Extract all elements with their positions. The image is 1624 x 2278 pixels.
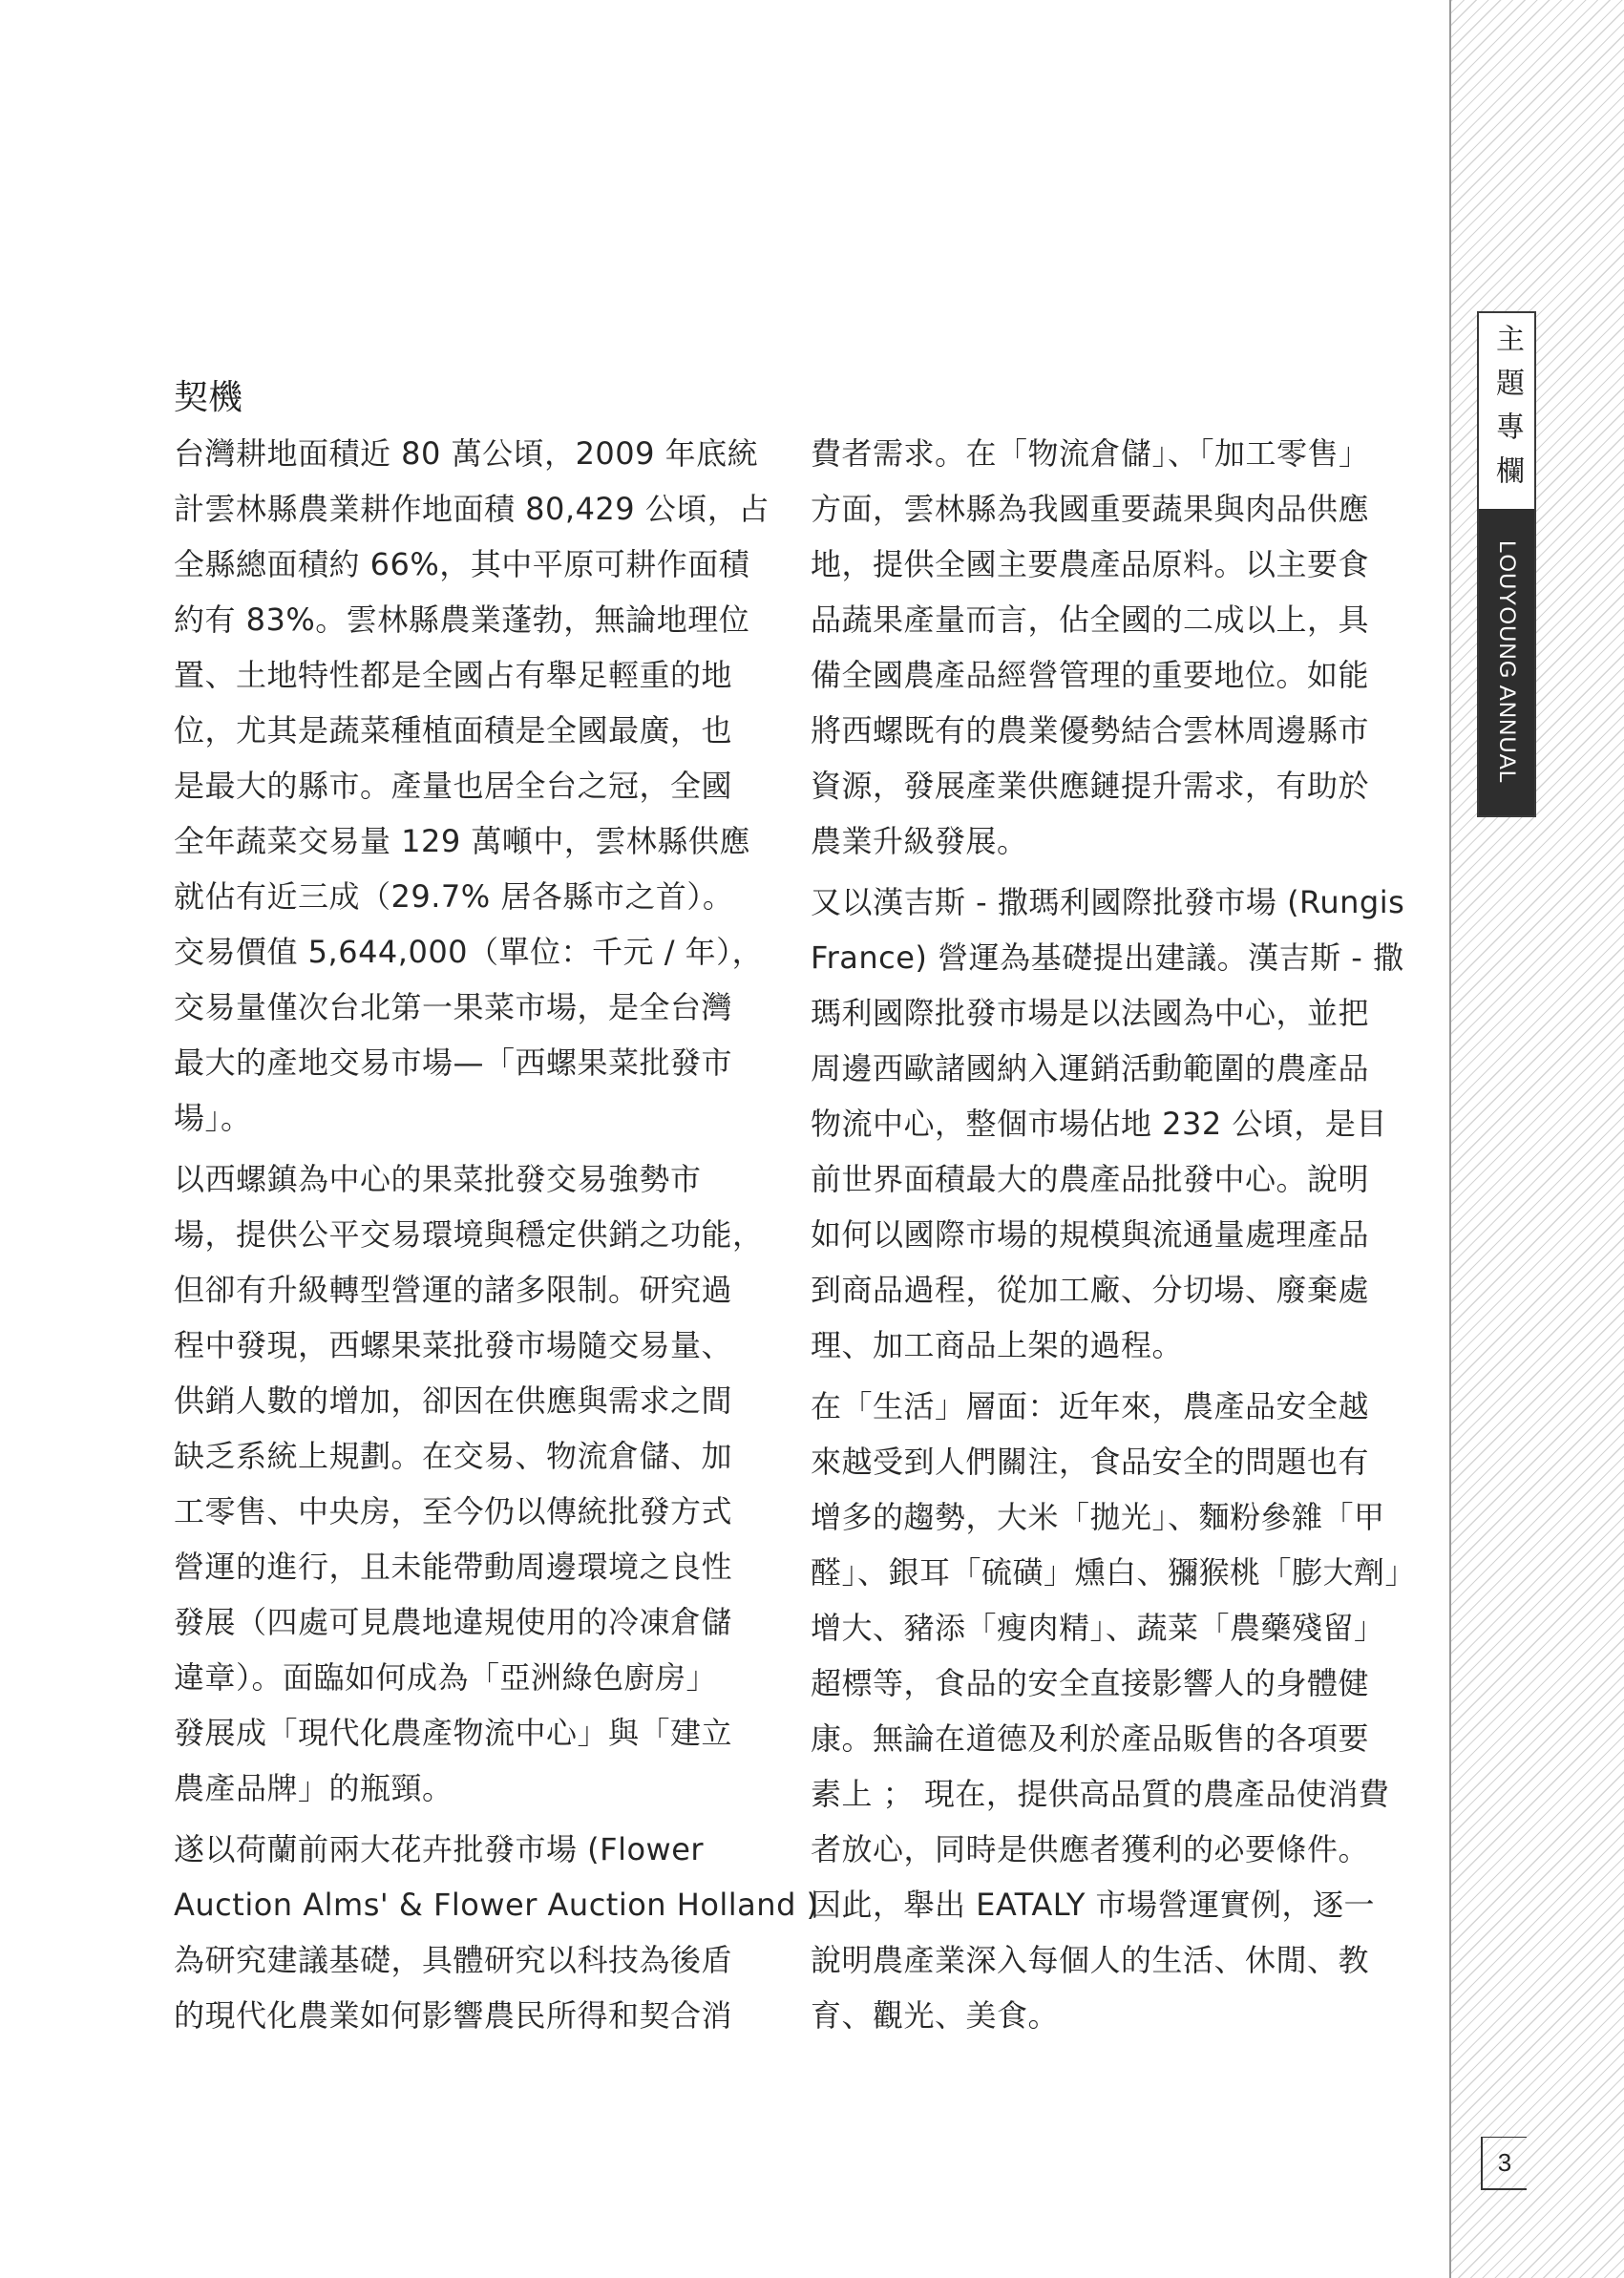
text-line: 發展成「現代化農產物流中心」與「建立 [174,1715,733,1751]
text-line: 全年蔬菜交易量 129 萬噸中，雲林縣供應 [174,823,750,859]
text-line: 遂以荷蘭前兩大花卉批發市場 (Flower [174,1831,705,1867]
text-line: 醛」、銀耳「硫磺」燻白、獼猴桃「膨大劑」 [811,1554,1417,1591]
text-line: 供銷人數的增加，卻因在供應與需求之間 [174,1382,733,1419]
publication-name: LOUYOUNG ANNUAL [1494,539,1520,785]
text-line: 因此，舉出 EATALY 市場營運實例，逐一 [811,1887,1376,1923]
text-line: 台灣耕地面積近 80 萬公頃，2009 年底統 [174,435,759,472]
text-line: 理、加工商品上架的過程。 [811,1327,1184,1363]
text-line: 工零售、中央房，至今仍以傳統批發方式 [174,1493,733,1529]
text-line: 又以漢吉斯 - 撒瑪利國際批發市場 (Rungis [811,884,1405,920]
text-line: 農業升級發展。 [811,823,1028,859]
text-line: 物流中心，整個市場佔地 232 公頃，是目 [811,1106,1387,1142]
text-line: 費者需求。在「物流倉儲」、「加工零售」 [811,435,1370,472]
text-line: 到商品過程，從加工廠、分切場、廢棄處 [811,1272,1370,1308]
text-line: 地，提供全國主要農產品原料。以主要食 [811,546,1370,582]
text-line: 以西螺鎮為中心的果菜批發交易強勢市 [174,1161,702,1197]
article-heading: 契機 [174,378,243,417]
text-line: 約有 83%。雲林縣農業蓬勃，無論地理位 [174,601,750,638]
left-text-column [174,426,819,2043]
text-line: 交易量僅次台北第一果菜市場，是全台灣 [174,989,733,1025]
text-line: 營運的進行，且未能帶動周邊環境之良性 [174,1549,733,1585]
page-number: 3 [1497,2148,1512,2177]
section-tab [1477,311,1536,817]
text-line: 者放心，同時是供應者獲利的必要條件。 [811,1831,1370,1867]
text-line: 來越受到人們關注，食品安全的問題也有 [811,1444,1370,1480]
text-line: 的現代化農業如何影響農民所得和契合消 [174,1997,733,2034]
text-line: 位，尤其是蔬菜種植面積是全國最廣，也 [174,712,733,749]
text-line: 發展（四處可見農地違規使用的冷凍倉儲 [174,1604,733,1640]
text-line: 程中發現，西螺果菜批發市場隨交易量、 [174,1327,733,1363]
text-line: 瑪利國際批發市場是以法國為中心，並把 [811,995,1370,1031]
text-line: 場」。 [174,1100,252,1136]
text-line: 為研究建議基礎，具體研究以科技為後盾 [174,1942,733,1978]
text-line: Auction Alms' & Flower Auction Holland ) [174,1887,819,1923]
text-line: 前世界面積最大的農產品批發中心。說明 [811,1161,1370,1197]
text-line: 如何以國際市場的規模與流通量處理產品 [811,1216,1370,1253]
sidebar-hatched-margin [1449,0,1624,2278]
text-line: 最大的產地交易市場—「西螺果菜批發市 [174,1044,733,1081]
text-line: 交易價值 5,644,000（單位：千元 / 年）， [174,934,764,970]
text-line: 場，提供公平交易環境與穩定供銷之功能， [174,1216,764,1253]
text-line: 育、觀光、美食。 [811,1997,1060,2034]
publication-label-box [1479,509,1534,815]
text-line: 就佔有近三成（29.7% 居各縣市之首）。 [174,878,734,915]
text-line: 將西螺既有的農業優勢結合雲林周邊縣市 [811,712,1370,749]
text-line: 素上 ； 現在，提供高品質的農產品使消費 [811,1776,1390,1812]
text-line: 計雲林縣農業耕作地面積 80,429 公頃，占 [174,491,770,527]
section-label: 主題專欄 [1490,323,1524,499]
text-line: 缺乏系統上規劃。在交易、物流倉儲、加 [174,1438,733,1474]
text-line: 違章）。面臨如何成為「亞洲綠色廚房」 [174,1659,718,1696]
text-line: 超標等，食品的安全直接影響人的身體健 [811,1665,1370,1701]
text-line: 置、土地特性都是全國占有舉足輕重的地 [174,657,733,693]
text-line: 說明農產業深入每個人的生活、休閒、教 [811,1942,1370,1978]
text-line: 增大、豬添「瘦肉精」、蔬菜「農藥殘留」 [811,1610,1385,1646]
text-line: 備全國農產品經營管理的重要地位。如能 [811,657,1370,693]
text-line: 方面，雲林縣為我國重要蔬果與肉品供應 [811,491,1370,527]
text-line: 但卻有升級轉型營運的諸多限制。研究過 [174,1272,733,1308]
page-number-box [1481,2137,1527,2190]
section-label-box [1479,313,1534,509]
text-line: 全縣總面積約 66%，其中平原可耕作面積 [174,546,750,582]
text-line: 資源，發展產業供應鏈提升需求，有助於 [811,768,1370,804]
text-line: 在「生活」層面：近年來，農產品安全越 [811,1388,1370,1424]
text-line: 農產品牌」的瓶頸。 [174,1770,453,1806]
text-line: France) 營運為基礎提出建議。漢吉斯 - 撒 [811,939,1404,976]
text-line: 康。無論在道德及利於產品販售的各項要 [811,1720,1370,1757]
right-text-column [811,426,1417,2043]
text-line: 周邊西歐諸國納入運銷活動範圍的農產品 [811,1050,1370,1086]
text-line: 品蔬果產量而言，佔全國的二成以上，具 [811,601,1370,638]
text-line: 增多的趨勢，大米「拋光」、麵粉參雜「甲 [811,1499,1385,1535]
text-line: 是最大的縣市。產量也居全台之冠，全國 [174,768,733,804]
